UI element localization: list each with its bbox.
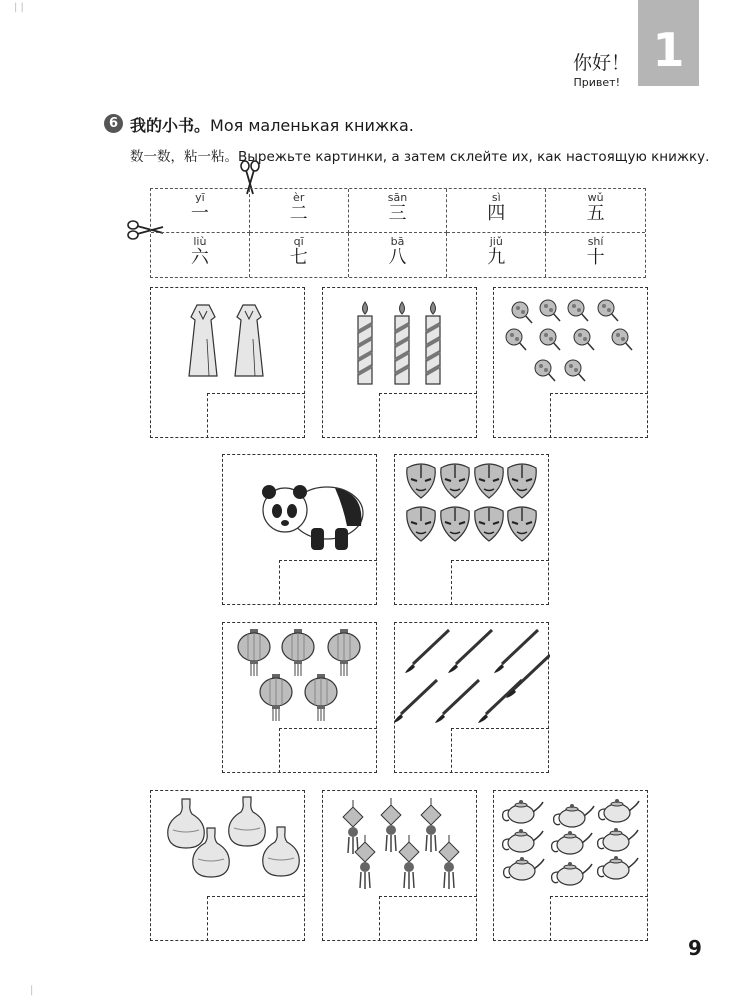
pinyin: yī — [195, 191, 205, 204]
exercise-title — [130, 113, 414, 136]
exercise-title-ru: Моя маленькая книжка. — [210, 116, 414, 135]
numbers-table — [150, 188, 646, 278]
vases-item — [168, 799, 205, 848]
number-cell — [546, 233, 645, 277]
pinyin: èr — [293, 191, 305, 204]
teapots-item — [598, 856, 638, 879]
lollipops-picture — [494, 288, 649, 388]
answer-box[interactable] — [550, 896, 648, 941]
card-vases[interactable] — [150, 790, 305, 941]
number-cell — [447, 233, 546, 277]
teapots-item — [552, 831, 592, 854]
qipao-dresses-picture — [151, 288, 306, 388]
teapots-item — [503, 829, 543, 852]
chapter-number: 1 — [638, 0, 699, 86]
opera-masks-item — [508, 507, 536, 541]
lanterns-item — [305, 674, 337, 721]
teapots-item — [598, 828, 638, 851]
lesson-subtitle: Привет! — [573, 76, 620, 89]
lanterns-item — [260, 674, 292, 721]
card-knots[interactable] — [322, 790, 477, 941]
opera-masks-item — [441, 464, 469, 498]
answer-box[interactable] — [379, 896, 477, 941]
candles-picture — [323, 288, 478, 388]
opera-masks-picture — [395, 455, 550, 555]
answer-box[interactable] — [207, 896, 305, 941]
chinese-knots-picture — [323, 791, 478, 891]
answer-box[interactable] — [379, 393, 477, 438]
hanzi: 四 — [487, 203, 506, 224]
opera-masks-item — [407, 464, 435, 498]
panda-item — [262, 485, 363, 550]
number-cell — [546, 189, 645, 233]
number-cell — [250, 189, 349, 233]
calligraphy-brushes-item — [506, 655, 550, 698]
lollipops-item — [535, 360, 555, 381]
calligraphy-brushes-item — [494, 630, 538, 673]
teapots-item — [504, 857, 544, 880]
exercise-title-cn: 我的小书。 — [130, 116, 211, 135]
lollipops-item — [540, 300, 560, 321]
crop-mark: | — [30, 985, 34, 996]
lollipops-item — [598, 300, 618, 321]
opera-masks-item — [475, 507, 503, 541]
card-panda[interactable] — [222, 454, 377, 605]
teapots-picture — [494, 791, 649, 891]
opera-masks-item — [508, 464, 536, 498]
teapots-item — [552, 862, 592, 885]
lanterns-picture — [223, 623, 378, 723]
lollipops-item — [512, 302, 532, 323]
hanzi: 三 — [388, 203, 407, 224]
calligraphy-brushes-item — [395, 680, 437, 723]
number-cell — [151, 189, 250, 233]
number-cell — [349, 189, 448, 233]
card-masks[interactable] — [394, 454, 549, 605]
lanterns-item — [282, 629, 314, 676]
opera-masks-item — [475, 464, 503, 498]
hanzi: 九 — [487, 247, 506, 268]
candles-item — [426, 302, 440, 384]
exercise-instruction: 数一数，粘一粘。Вырежьте картинки, а затем склейте их, как настоящую книжку. — [130, 149, 710, 165]
number-cell — [250, 233, 349, 277]
vases-item — [229, 797, 266, 846]
answer-box[interactable] — [279, 728, 377, 773]
qipao-dresses-item — [235, 305, 263, 376]
panda-picture — [223, 455, 378, 555]
teapots-item — [599, 799, 639, 822]
pinyin: bā — [390, 235, 405, 248]
hanzi: 八 — [388, 247, 407, 268]
crop-mark: | | — [14, 2, 24, 13]
candles-item — [358, 302, 372, 384]
answer-box[interactable] — [451, 728, 549, 773]
chinese-knots-item — [381, 798, 401, 852]
number-cell — [447, 189, 546, 233]
pinyin: wǔ — [587, 191, 604, 204]
hanzi: 一 — [190, 203, 209, 224]
pinyin: sān — [387, 191, 408, 204]
pinyin: qī — [293, 235, 304, 248]
card-lollipops[interactable] — [493, 287, 648, 438]
hanzi: 十 — [586, 247, 605, 268]
card-teapots[interactable] — [493, 790, 648, 941]
page-number: 9 — [688, 936, 702, 960]
hanzi: 七 — [289, 247, 308, 268]
lesson-title: 你好！ — [572, 52, 630, 74]
answer-box[interactable] — [279, 560, 377, 605]
teapots-item — [503, 800, 543, 823]
calligraphy-brushes-item — [435, 680, 479, 723]
vases-item — [263, 827, 300, 876]
hanzi: 二 — [289, 203, 308, 224]
chinese-knots-item — [439, 835, 459, 889]
card-lanterns[interactable] — [222, 622, 377, 773]
chinese-knots-item — [343, 800, 363, 854]
chinese-knots-item — [399, 835, 419, 889]
lollipops-item — [612, 329, 632, 350]
hanzi: 六 — [190, 247, 209, 268]
lollipops-item — [565, 360, 585, 381]
opera-masks-item — [441, 507, 469, 541]
lollipops-item — [574, 329, 594, 350]
pinyin: sì — [491, 191, 501, 204]
card-candles[interactable] — [322, 287, 477, 438]
lollipops-item — [540, 329, 560, 350]
vases-picture — [151, 791, 306, 891]
pinyin: jiǔ — [489, 235, 503, 248]
exercise-number: 6 — [104, 114, 123, 133]
calligraphy-brushes-item — [405, 630, 449, 673]
lollipops-item — [568, 300, 588, 321]
chinese-knots-item — [421, 798, 441, 852]
lollipops-item — [506, 329, 526, 350]
number-cell — [151, 233, 250, 277]
pinyin: liù — [193, 235, 207, 248]
lanterns-item — [328, 629, 360, 676]
number-cell — [349, 233, 448, 277]
answer-box[interactable] — [550, 393, 648, 438]
card-qipao[interactable] — [150, 287, 305, 438]
hanzi: 五 — [586, 203, 605, 224]
pinyin: shí — [587, 235, 604, 248]
candles-item — [395, 302, 409, 384]
card-brushes[interactable] — [394, 622, 549, 773]
calligraphy-brushes-picture — [395, 623, 550, 723]
answer-box[interactable] — [451, 560, 549, 605]
teapots-item — [554, 804, 594, 827]
qipao-dresses-item — [189, 305, 217, 376]
answer-box[interactable] — [207, 393, 305, 438]
calligraphy-brushes-item — [448, 630, 492, 673]
opera-masks-item — [407, 507, 435, 541]
lanterns-item — [238, 629, 270, 676]
